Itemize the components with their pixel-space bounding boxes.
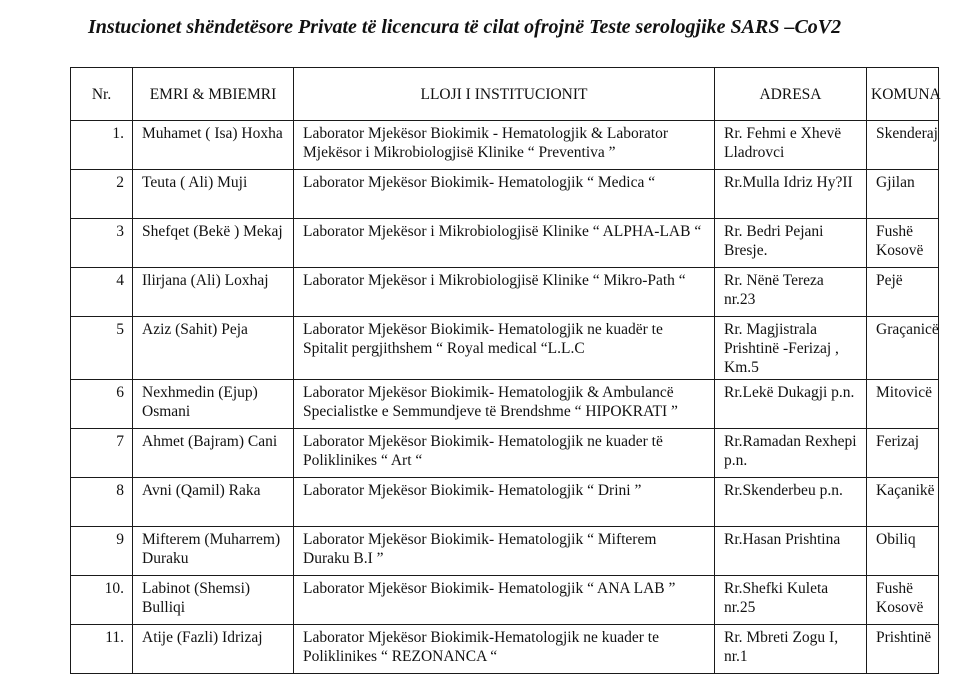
institution-type: Laborator Mjekësor Biokimik- Hematologjik “ Medica “ [294, 170, 715, 219]
address: Rr.Skenderbeu p.n. [715, 478, 867, 527]
person-name: Nexhmedin (Ejup) Osmani [133, 380, 294, 429]
commune: Mitovicë [867, 380, 939, 429]
person-name: Atije (Fazli) Idrizaj [133, 625, 294, 674]
table-row [71, 478, 939, 527]
person-name: Avni (Qamil) Raka [133, 478, 294, 527]
person-name: Aziz (Sahit) Peja [133, 317, 294, 380]
row-number: 7 [71, 429, 133, 478]
institution-type: Laborator Mjekësor Biokimik- Hematologjik “ Mifterem Duraku B.I ” [294, 527, 715, 576]
row-number: 4 [71, 268, 133, 317]
address: Rr.Shefki Kuleta nr.25 [715, 576, 867, 625]
person-name: Muhamet ( Isa) Hoxha [133, 121, 294, 170]
person-name: Ilirjana (Ali) Loxhaj [133, 268, 294, 317]
address: Rr.Mulla Idriz Hy?II [715, 170, 867, 219]
row-number: 2 [71, 170, 133, 219]
commune: Obiliq [867, 527, 939, 576]
institution-type: Laborator Mjekësor Biokimik - Hematologjik & Laborator Mjekësor i Mikrobiologjisë Klinike “ Preventiva ” [294, 121, 715, 170]
address: Rr.Ramadan Rexhepi p.n. [715, 429, 867, 478]
row-number: 5 [71, 317, 133, 380]
table-row [71, 576, 939, 625]
commune: Skenderaj [867, 121, 939, 170]
institution-type: Laborator Mjekësor i Mikrobiologjisë Klinike “ ALPHA-LAB “ [294, 219, 715, 268]
commune: Fushë Kosovë [867, 219, 939, 268]
commune: Fushë Kosovë [867, 576, 939, 625]
institution-type: Laborator Mjekësor Biokimik- Hematologjik ne kuadër te Spitalit pergjithshem “ Royal medical “L.L.C [294, 317, 715, 380]
row-number: 9 [71, 527, 133, 576]
table-row [71, 625, 939, 674]
commune: Kaçanikë [867, 478, 939, 527]
table-row [71, 429, 939, 478]
person-name: Shefqet (Bekë ) Mekaj [133, 219, 294, 268]
row-number: 10. [71, 576, 133, 625]
header-address: ADRESA [715, 68, 867, 121]
header-nr: Nr. [71, 68, 133, 121]
commune: Pejë [867, 268, 939, 317]
page-title: Instucionet shëndetësore Private të licencura të cilat ofrojnë Teste serologjike SARS –CoV2 [88, 16, 842, 38]
address: Rr. Nënë Tereza nr.23 [715, 268, 867, 317]
commune: Graçanicë [867, 317, 939, 380]
table-row [71, 380, 939, 429]
address: Rr. Bedri Pejani Bresje. [715, 219, 867, 268]
row-number: 8 [71, 478, 133, 527]
person-name: Mifterem (Muharrem) Duraku [133, 527, 294, 576]
address: Rr.Hasan Prishtina [715, 527, 867, 576]
table-row [71, 527, 939, 576]
address: Rr. Fehmi e Xhevë Lladrovci [715, 121, 867, 170]
institution-type: Laborator Mjekësor Biokimik-Hematologjik ne kuader te Poliklinikes “ REZONANCA “ [294, 625, 715, 674]
table-header-row [71, 68, 939, 121]
commune: Ferizaj [867, 429, 939, 478]
institution-type: Laborator Mjekësor Biokimik- Hematologjik & Ambulancë Specialistke e Semmundjeve të Brendshme “ HIPOKRATI ” [294, 380, 715, 429]
row-number: 6 [71, 380, 133, 429]
table-row [71, 219, 939, 268]
table-row [71, 317, 939, 380]
header-name: EMRI & MBIEMRI [133, 68, 294, 121]
header-type: LLOJI I INSTITUCIONIT [294, 68, 715, 121]
table-row [71, 170, 939, 219]
institution-type: Laborator Mjekësor i Mikrobiologjisë Klinike “ Mikro-Path “ [294, 268, 715, 317]
row-number: 11. [71, 625, 133, 674]
row-number: 3 [71, 219, 133, 268]
institution-type: Laborator Mjekësor Biokimik- Hematologjik “ ANA LAB ” [294, 576, 715, 625]
commune: Gjilan [867, 170, 939, 219]
header-commune: KOMUNA [867, 68, 939, 121]
table-row [71, 121, 939, 170]
clinics-table [70, 67, 939, 674]
commune: Prishtinë [867, 625, 939, 674]
address: Rr. Magjistrala Prishtinë -Ferizaj , Km.5 [715, 317, 867, 380]
row-number: 1. [71, 121, 133, 170]
institution-type: Laborator Mjekësor Biokimik- Hematologjik “ Drini ” [294, 478, 715, 527]
person-name: Labinot (Shemsi) Bulliqi [133, 576, 294, 625]
address: Rr.Lekë Dukagji p.n. [715, 380, 867, 429]
institution-type: Laborator Mjekësor Biokimik- Hematologjik ne kuader të Poliklinikes “ Art “ [294, 429, 715, 478]
person-name: Teuta ( Ali) Muji [133, 170, 294, 219]
table-row [71, 268, 939, 317]
address: Rr. Mbreti Zogu I, nr.1 [715, 625, 867, 674]
person-name: Ahmet (Bajram) Cani [133, 429, 294, 478]
